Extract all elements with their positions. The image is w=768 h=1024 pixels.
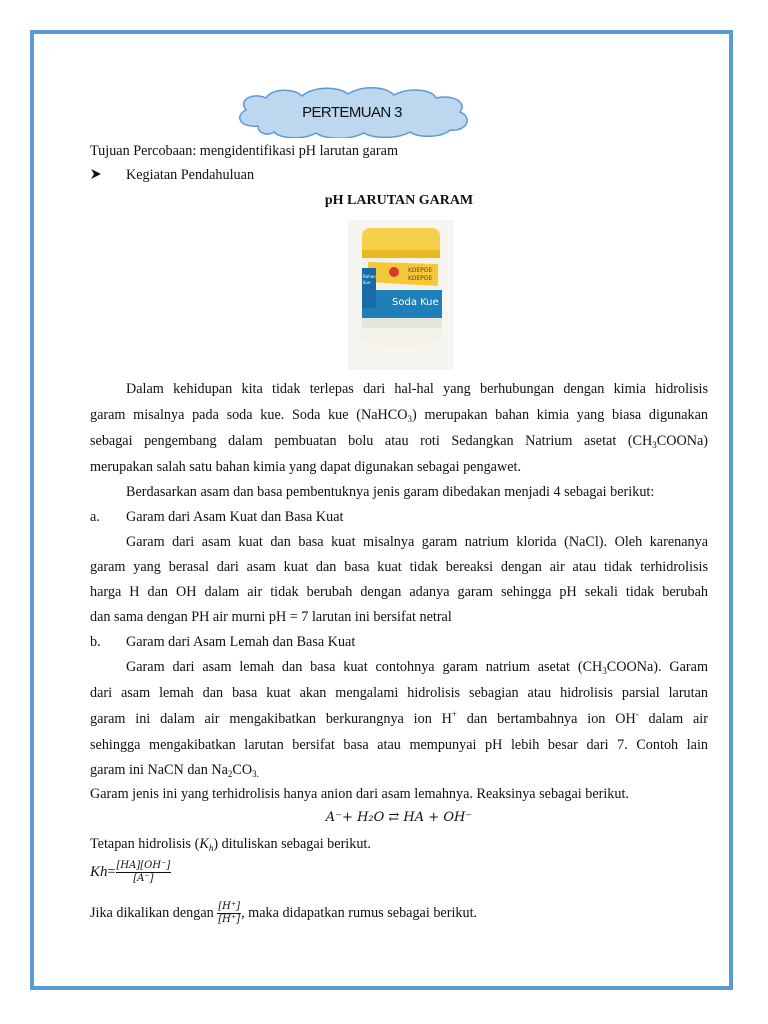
p1-line2: garam misalnya pada soda kue. Soda kue (NaHCO$_3$) merupakan bahan kimia yang biasa digunakan [90,407,709,424]
svg-text:KOEPOE: KOEPOE [408,275,433,282]
item-b-line3: garam ini dalam air mengakibatkan berkurangnya ion H+ dan bertambahnya ion OH- dalam air [90,709,708,727]
p2-text: Berdasarkan asam dan basa pembentuknya jenis garam dibedakan menjadi 4 sebagai berikut: [126,484,655,500]
brand-logo-text: KOEPOE [408,267,433,274]
item-b-line5: garam ini NaCN dan $Na_2CO_{3.}$ [90,762,259,779]
kh-intro: Tetapan hidrolisis $(K_h)$ dituliskan sebagai berikut. [90,836,371,853]
kh-formula: Kh= $\frac{[HA][OH^-]}{[A^-]}$ [90,860,171,885]
bullet-marker [90,165,102,185]
svg-text:Bahan: Bahan [363,274,376,279]
section-title: pH LARUTAN GARAM [324,193,474,208]
item-a-line2: garam yang berasal dari asam kuat dan basa kuat tidak bereaksi dengan air atau tidak terhidrolisis [90,559,708,575]
item-a-marker: a. [90,509,100,525]
section-bullet-text: Kegiatan Pendahuluan [126,167,255,183]
item-b-line4: sehingga mengakibatkan larutan bersifat basa atau mempunyai pH lebih besar dari 7. Contoh lain [90,737,708,753]
item-a-line3: harga H dan OH dalam air tidak berubah dengan adanya garam sehingga pH sekali tidak berubah [90,584,708,600]
soda-kue-product-image [348,220,454,370]
kh-fraction: $\frac{[HA][OH^-]}{[A^-]}$ [116,860,171,885]
item-a-line4: dan sama dengan PH air murni pH = 7 larutan ini bersifat netral [90,609,452,625]
multiply-text: Jika dikalikan dengan $\frac{[H^+]}{[H^+]}$ , maka didapatkan rumus sebagai berikut. [90,901,478,926]
item-b-line2: dari asam lemah dan basa kuat akan mengalami hidrolisis sebagian atau hidrolisis parsial larutan [90,685,708,701]
meeting-badge: PERTEMUAN 3 [302,103,402,121]
item-a-heading: Garam dari Asam Kuat dan Basa Kuat [126,509,344,525]
arrow-bullet-icon [90,168,102,180]
item-b-marker: b. [90,634,101,650]
item-b-heading: Garam dari Asam Lemah dan Basa Kuat [126,634,356,650]
p1-line3: sebagai pengembang dalam pembuatan bolu atau roti Sedangkan Natrium asetat $(CH_3COONa)$ [90,433,708,450]
item-a-line1: Garam dari asam kuat dan basa kuat misalnya garam natrium klorida (NaCl). Oleh karenanya [126,534,708,550]
reaction-equation: A⁻+ H₂O ⇄ HA + OH⁻ [325,810,473,825]
svg-text:Kue: Kue [363,280,371,285]
p1-line4: merupakan salah satu bahan kimia yang dapat digunakan sebagai pengawet. [90,459,521,475]
p1-line1: Dalam kehidupan kita tidak terlepas dari hal-hal yang berhubungan dengan kimia hidrolisis [126,381,708,397]
purpose-text: Tujuan Percobaan: mengidentifikasi pH larutan garam [90,143,398,159]
item-b-line1: Garam dari asam lemah dan basa kuat contohnya garam natrium asetat $(CH_3COONa)$. Garam [126,659,708,676]
svg-text:Soda Kue: Soda Kue [392,297,439,308]
reaction-intro: Garam jenis ini yang terhidrolisis hanya anion dari asam lemahnya. Reaksinya sebagai berikut. [90,786,629,802]
h-fraction: $\frac{[H^+]}{[H^+]}$ [218,901,241,926]
